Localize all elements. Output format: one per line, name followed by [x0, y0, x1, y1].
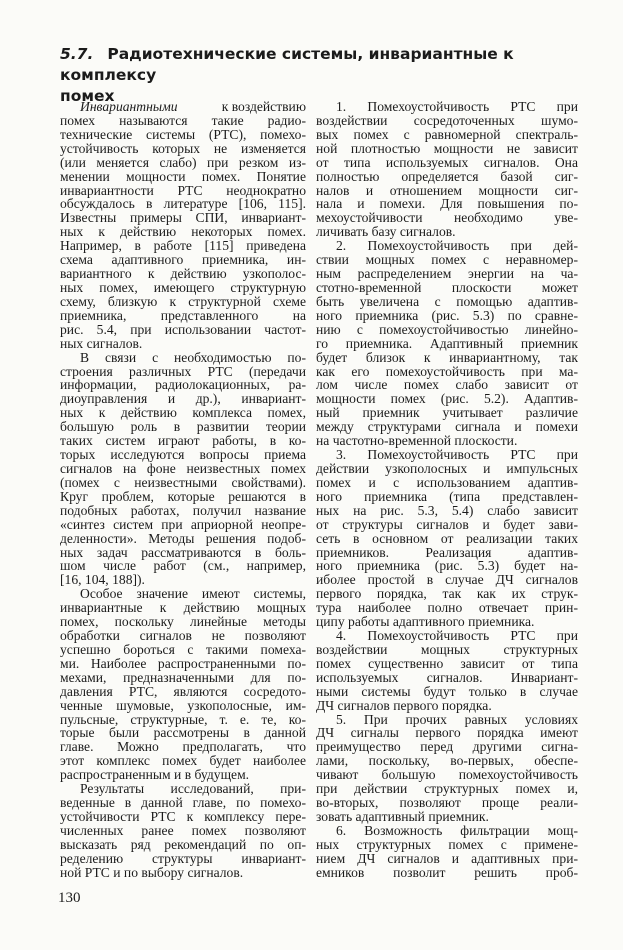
text-line: зовать адаптивный приемник.: [316, 809, 489, 825]
text-line: ных структурных помех с примене-: [316, 836, 578, 852]
text-line: В связи с необходимостью по-: [80, 349, 306, 365]
text-line: ных помех, имеющего структурную: [60, 279, 306, 295]
text-line: при действии структурных помех и,: [316, 781, 578, 797]
text-line: обсуждалось в литературе [106, 115].: [60, 196, 306, 212]
text-line: емников позволит решить проб-: [316, 864, 578, 880]
text-line: помех существенно зависит от типа: [316, 655, 578, 671]
text-line: деленности». Методы решения подоб-: [60, 530, 306, 546]
paragraph: [316, 100, 578, 239]
text-line: сигналов на фоне неизвестных помех: [60, 460, 306, 476]
text-line: на частотно-временной плоскости.: [316, 433, 518, 449]
text-line: ределению структуры инвариант-: [60, 850, 306, 866]
text-line: вариантного к действию узкополос-: [60, 266, 306, 282]
paragraph: [316, 713, 578, 824]
text-line: лами, поскольку, во-первых, обеспе-: [316, 753, 578, 769]
text-line: ных к действию некоторых помех.: [60, 224, 306, 240]
text-line: 4. Помехоустойчивость РТС при: [336, 628, 578, 644]
text-line: технические системы (РТС), помехо-: [60, 126, 306, 142]
text-line: ченные шумовые, узкополосные, им-: [60, 697, 306, 713]
text-line: Например, в работе [115] приведена: [60, 238, 306, 254]
paragraph: [60, 351, 306, 588]
text-line: помех, поскольку линейные методы: [60, 614, 306, 630]
text-line: ми. Наиболее распространенными по-: [60, 655, 306, 671]
text-line: численных ранее помех позволяют: [60, 822, 306, 838]
text-line: иболее простой в случае ДЧ сигналов: [316, 572, 578, 588]
paragraph: [316, 629, 578, 713]
text-line: ных задач рассматриваются в боль-: [60, 544, 306, 560]
text-line: распространенным и в будущем.: [60, 767, 250, 783]
italic-term: Инвариантными: [80, 99, 178, 114]
text-line: шом числе работ (см., например,: [60, 558, 306, 574]
text-line: успешно бороться с такими помеха-: [60, 641, 306, 657]
text-line: используемых сигналов. Инвариант-: [316, 669, 578, 685]
text-line: ный приемник учитывает различие: [316, 405, 578, 421]
text-line: ствии мощных помех с неравномер-: [316, 252, 578, 268]
text-line: от структуры сигналов и будет зави-: [316, 516, 578, 532]
text-line: менении мощности помех. Понятие: [60, 168, 306, 184]
text-line: нию с помехоустойчивостью линейно-: [316, 321, 578, 337]
paragraph: [316, 239, 578, 448]
text-line: «синтез систем при априорной неопре-: [60, 516, 306, 532]
text-line: подобных работах, получил название: [60, 502, 306, 518]
text-line: ными системы будут только в случае: [316, 683, 578, 699]
text-line: Особое значение имеют системы,: [80, 586, 306, 602]
paragraph: [60, 587, 306, 782]
text-line: Результаты исследований, при-: [80, 781, 306, 797]
page-number: 130: [58, 890, 81, 906]
text-line: помех называются такие радио-: [60, 112, 306, 128]
text-line: стотно-временной плоскости может: [316, 279, 578, 295]
text-line: торых исследуются вопросы приема: [60, 447, 306, 463]
text-line: схема адаптивного приемника, ин-: [60, 252, 306, 268]
text-line: устойчивость которых не изменяется: [60, 140, 306, 156]
text-line: быть увеличена с помощью адаптив-: [316, 293, 578, 309]
text-line: устойчивости РТС к комплексу пере-: [60, 809, 306, 825]
heading-line-2: помех: [60, 87, 115, 105]
text-line: мощности помех (рис. 5.2). Адаптив-: [316, 391, 578, 407]
text-line: будет близок к инвариантному, так: [316, 349, 578, 365]
text-line: мехоустойчивости необходимо уве-: [316, 210, 578, 226]
text-line: приемников. Реализация адаптив-: [316, 544, 578, 560]
text-line: 6. Возможность фильтрации мощ-: [336, 822, 578, 838]
text-line: ципу работы адаптивного приемника.: [316, 614, 535, 630]
text-line: налов и отношением мощности сиг-: [316, 182, 578, 198]
text-line: таких систем играют работы, в ко-: [60, 433, 306, 449]
text-line: как его помехоустойчивость при ма-: [316, 363, 578, 379]
text-line: пульсные, структурные, т. е. те, ко-: [60, 711, 306, 727]
text-line: нала и помехи. Для повышения по-: [316, 196, 578, 212]
text-line: между структурами сигнала и помехи: [316, 419, 578, 435]
text-line: информации, радиолокационных, ра-: [60, 377, 306, 393]
text-line: ных на рис. 5.3, 5.4) слабо зависит: [316, 502, 578, 518]
text-line: Круг проблем, которые решаются в: [60, 488, 306, 504]
left-text-column: [60, 100, 306, 880]
text-line: ным распределением энергии на ча-: [316, 266, 578, 282]
text-line: (помех с неизвестными свойствами).: [60, 474, 306, 490]
section-title: Радиотехнические системы, инвариантные к комплексу: [60, 45, 514, 84]
text-line: 3. Помехоустойчивость РТС при: [336, 447, 578, 463]
section-heading: [60, 44, 570, 107]
text-line: вых помех с равномерной спектраль-: [316, 126, 578, 142]
text-line: действии узкополосных и импульсных: [316, 460, 578, 476]
text-line: ного приемника (типа представлен-: [316, 488, 578, 504]
text-line: го приемника. Адаптивный приемник: [316, 335, 578, 351]
text-line: нием ДЧ сигналов и адаптивных при-: [316, 850, 578, 866]
text-line: схему, близкую к структурной схеме: [60, 293, 306, 309]
text-line: высказать ряд рекомендаций по оп-: [60, 836, 306, 852]
text-line: помех и с использованием адаптив-: [316, 474, 578, 490]
paragraph: [60, 782, 306, 879]
text-line: лом числе помех слабо зависит от: [316, 377, 578, 393]
heading-line-1: [60, 44, 570, 86]
text-line: строения различных РТС (передачи: [60, 363, 306, 379]
text-line: ДЧ сигналов первого порядка.: [316, 697, 492, 713]
text-line: воздействии мощных структурных: [316, 641, 578, 657]
text-line: ного приемника (рис. 5.3) будет на-: [316, 558, 578, 574]
text-line: личивать базу сигналов.: [316, 224, 456, 240]
text-line: [16, 104, 188]).: [60, 572, 145, 588]
right-text-column: [316, 100, 578, 880]
text-line: обработки сигналов не позволяют: [60, 628, 306, 644]
text-line: ной РТС и по выбору сигналов.: [60, 864, 244, 880]
text-line: торые были рассмотрены в данной: [60, 725, 306, 741]
text-line: приемника, представленного на: [60, 307, 306, 323]
section-number: 5.7.: [60, 45, 94, 63]
text-line: большую роль в развитии теории: [60, 419, 306, 435]
paragraph: [316, 448, 578, 629]
text-line: 5. При прочих равных условиях: [336, 711, 578, 727]
text-line: 1. Помехоустойчивость РТС при: [336, 99, 578, 114]
paragraph: [316, 824, 578, 880]
text-line: от типа используемых сигналов. Она: [316, 154, 578, 170]
text-line: тура наиболее полно отвечает прин-: [316, 600, 578, 616]
text-line: главе. Можно предполагать, что: [60, 739, 306, 755]
text-line: рис. 5.4, при использовании частот-: [60, 321, 306, 337]
text-line: ДЧ сигналы первого порядка имеют: [316, 725, 578, 741]
text-line: преимущество перед другими сигна-: [316, 739, 578, 755]
text-line: воздействии сосредоточенных шумо-: [316, 112, 578, 128]
line-text: к воздействию: [218, 99, 306, 114]
text-line: 2. Помехоустойчивость при дей-: [336, 238, 578, 254]
text-line: мехами, предназначенными для по-: [60, 669, 306, 685]
paragraph: [60, 100, 306, 351]
text-line: ной плотностью мощности не зависит: [316, 140, 578, 156]
text-line: сеть в основном от реализации таких: [316, 530, 578, 546]
text-line: во-вторых, позволяют проще реали-: [316, 795, 578, 811]
text-line: инвариантности РТС неоднократно: [60, 182, 306, 198]
text-line: Известны примеры СПИ, инвариант-: [60, 210, 306, 226]
text-line: [60, 100, 306, 114]
text-line: первого порядка, так как их струк-: [316, 586, 578, 602]
text-line: ного приемника (рис. 5.3) по сравне-: [316, 307, 578, 323]
text-line: (или меняется слабо) при резком из-: [60, 154, 306, 170]
text-line: этот комплекс помех будет наиболее: [60, 753, 306, 769]
text-line: ных сигналов.: [60, 335, 143, 351]
text-line: ных к действию комплекса помех,: [60, 405, 306, 421]
text-line: чивают большую помехоустойчивость: [316, 767, 578, 783]
text-line: диоуправления и др.), инвариант-: [60, 391, 306, 407]
text-line: веденные в данной главе, по помехо-: [60, 795, 306, 811]
text-line: давления РТС, являются сосредото-: [60, 683, 306, 699]
text-line: полностью определяется базой сиг-: [316, 168, 578, 184]
text-line: инвариантные к действию мощных: [60, 600, 306, 616]
